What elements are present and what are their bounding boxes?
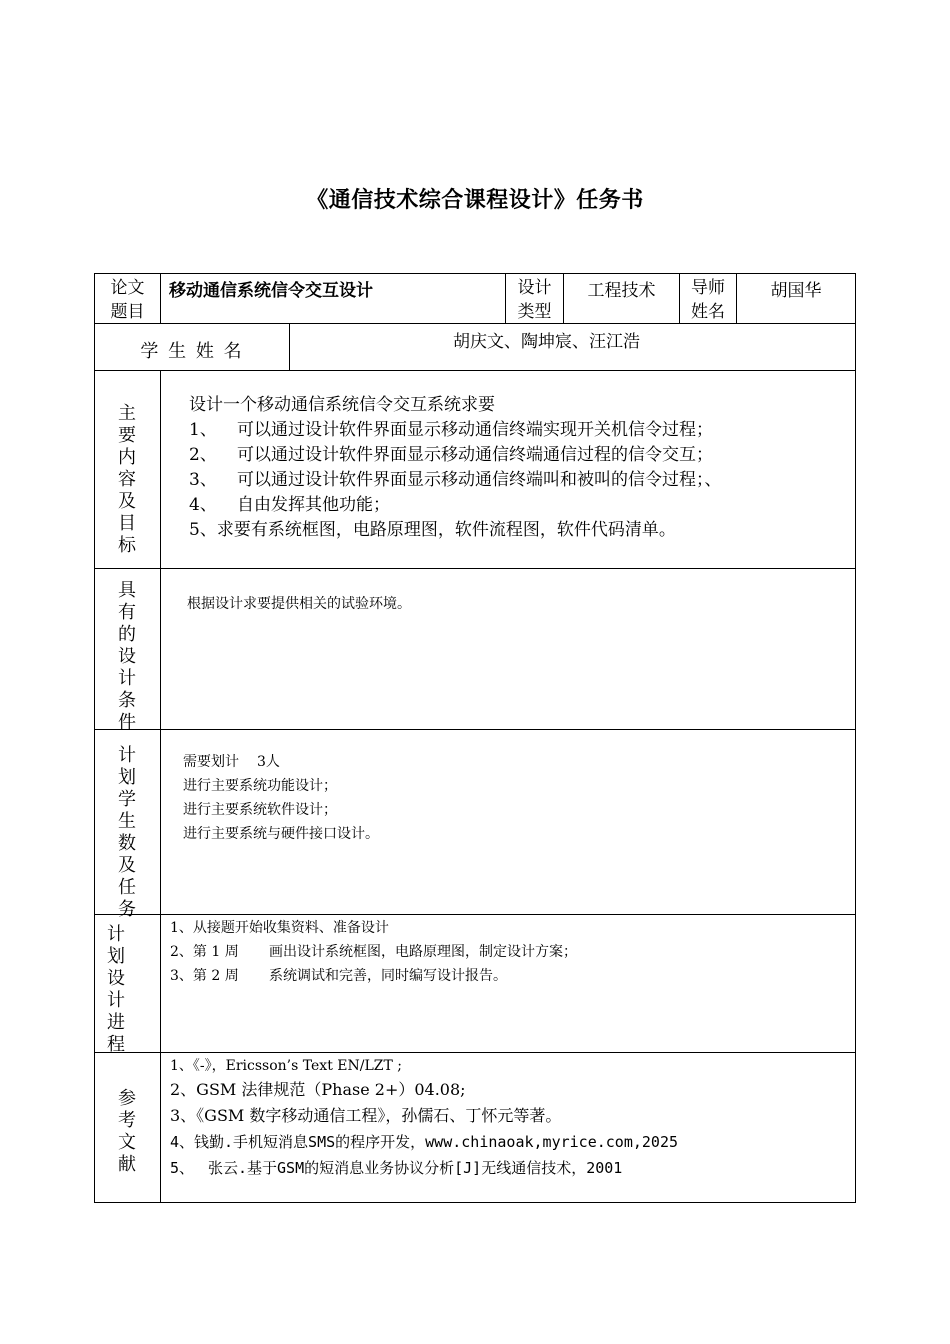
advisor-label: 导师 姓名 (691, 278, 725, 322)
list-item: 1、 可以通过设计软件界面显示移动通信终端实现开关机信令过程； (189, 420, 713, 440)
document-title: 《通信技术综合课程设计》任务书 (306, 188, 644, 213)
topic-value: 移动通信系统信令交互设计 (169, 281, 373, 301)
reference-item: 1、《-》，Ericsson’s Text EN/LZT ; (170, 1058, 402, 1074)
plan-students-body (183, 750, 379, 846)
conditions-label: 具 有 的 设 计 条 件 (118, 580, 136, 733)
need-label: 需要划计 (183, 754, 239, 770)
students-value: 胡庆文、陶坤宸、汪江浩 (453, 332, 640, 352)
reference-item: 5、 张云.基于GSM的短消息业务协议分析[J]无线通信技术，2001 (170, 1159, 623, 1177)
plan-students-label: 计 划 学 生 数 及 任 务 (118, 745, 136, 920)
reference-item: 2、GSM 法律规范（Phase 2+）04.08; (170, 1080, 466, 1099)
reference-item: 3、《GSM 数字移动通信工程》，孙儒石、丁怀元等著。 (170, 1106, 562, 1125)
list-item: 3、 可以通过设计软件界面显示移动通信终端叫和被叫的信令过程；、 (189, 470, 722, 490)
main-content-label: 主 要 内 容 及 目 标 (118, 403, 136, 556)
reference-item: 4、钱勤.手机短消息SMS的程序开发，www.chinaoak,myrice.com,2025 (170, 1133, 679, 1151)
list-item: 进行主要系统功能设计； (183, 778, 337, 794)
list-item: 3、第 2 周 系统调试和完善，同时编写设计报告。 (170, 968, 507, 984)
main-content-body (189, 393, 849, 543)
list-item: 进行主要系统软件设计； (183, 802, 337, 818)
progress-body (170, 916, 577, 988)
main-content-intro: 设计一个移动通信系统信令交互系统求要 (189, 395, 495, 415)
advisor-value: 胡国华 (770, 281, 822, 301)
design-type-value: 工程技术 (587, 281, 656, 301)
list-item: 5、求要有系统框图，电路原理图，软件流程图，软件代码清单。 (189, 520, 676, 540)
references-label: 参 考 文 献 (118, 1088, 136, 1175)
list-item: 进行主要系统与硬件接口设计。 (183, 826, 379, 842)
student-count: 3人 (257, 754, 280, 770)
topic-label: 论文 题目 (110, 278, 145, 322)
design-type-label: 设计 类型 (517, 278, 552, 322)
progress-label: 计 划 设 计 进 程 (107, 924, 125, 1055)
conditions-text: 根据设计求要提供相关的试验环境。 (187, 596, 411, 612)
list-item: 2、第 1 周 画出设计系统框图，电路原理图，制定设计方案； (170, 944, 577, 960)
references-body (170, 1055, 678, 1181)
list-item: 2、 可以通过设计软件界面显示移动通信终端通信过程的信令交互； (189, 445, 713, 465)
list-item: 4、 自由发挥其他功能； (189, 495, 390, 515)
list-item: 1、从接题开始收集资料、准备设计 (170, 920, 389, 936)
students-label: 学 生 姓 名 (140, 341, 244, 362)
